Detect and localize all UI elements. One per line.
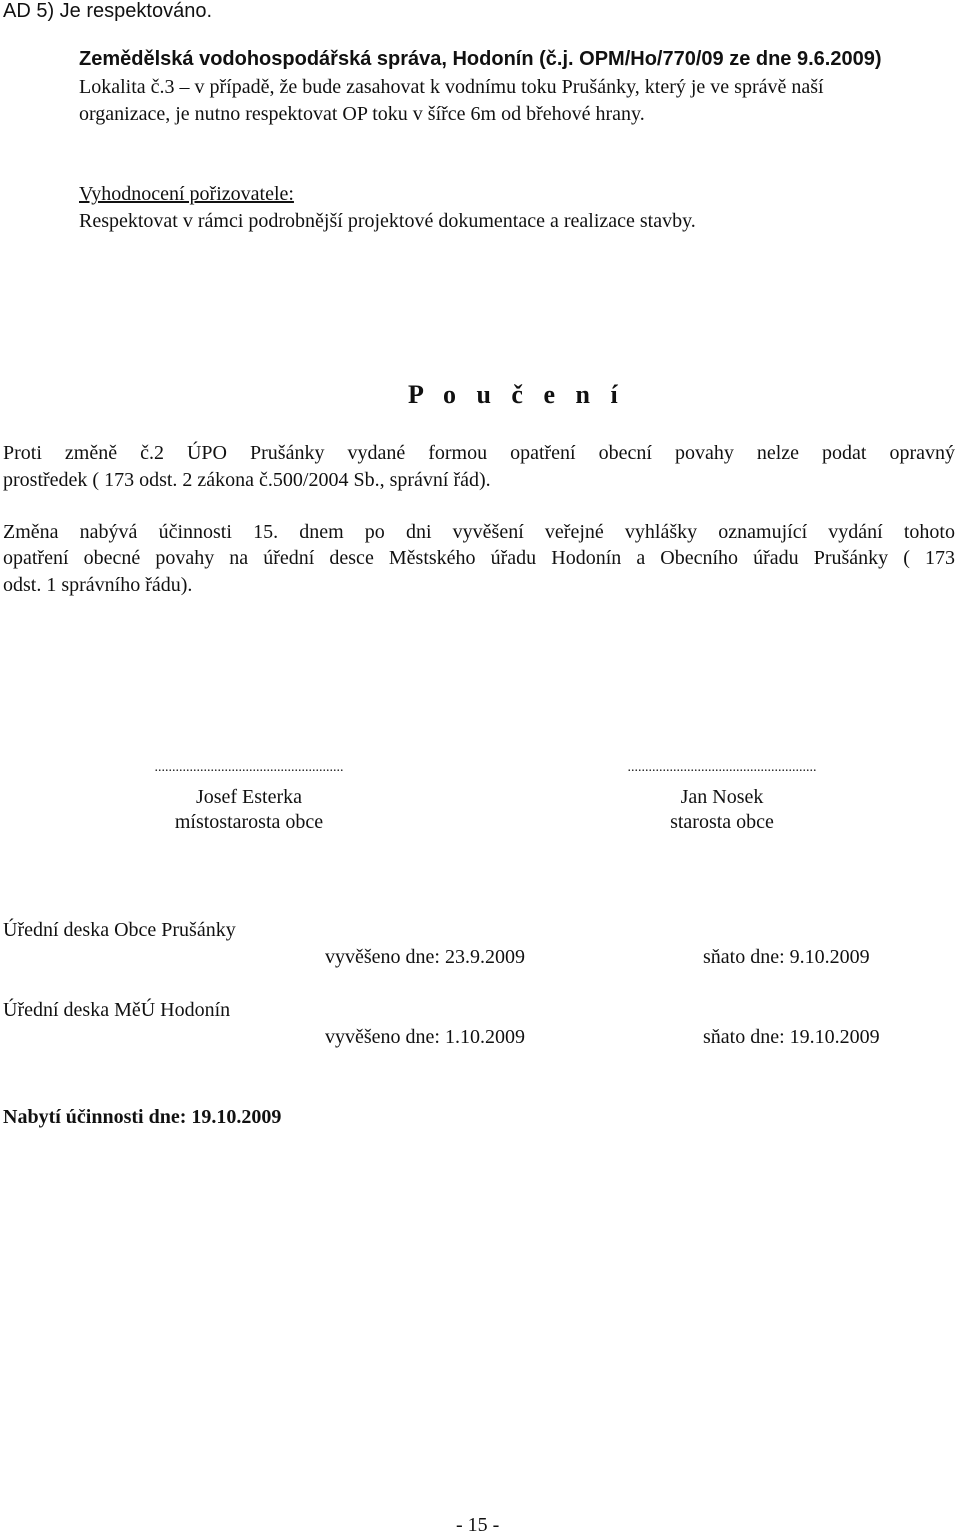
pouceni-p1-line-2: prostředek ( 173 odst. 2 zákona č.500/2004 Sb., správní řád). — [3, 469, 491, 491]
signer-role: starosta obce — [670, 811, 774, 833]
pouceni-p1-line-1: Proti změně č.2 ÚPO Prušánky vydané formou opatření obecní povahy nelze podat opravný — [3, 442, 955, 464]
evaluation-text: Respektovat v rámci podrobnější projektové dokumentace a realizace stavby. — [79, 210, 696, 232]
signature-line-dots: ...................................................... — [154, 760, 344, 775]
evaluation-label: Vyhodnocení pořizovatele: — [79, 183, 294, 205]
signer-role: místostarosta obce — [174, 811, 324, 833]
zvhs-heading: Zemědělská vodohospodářská správa, Hodonín (č.j. OPM/Ho/770/09 ze dne 9.6.2009) — [79, 48, 882, 70]
signer-name: Jan Nosek — [680, 786, 764, 808]
pouceni-p2-line-1: Změna nabývá účinnosti 15. dnem po dni vyvěšení veřejné vyhlášky oznamující vydání tohoto — [3, 521, 955, 543]
pouceni-title: P o u č e n í — [408, 380, 625, 409]
signature-right — [622, 760, 822, 834]
ad5-line: AD 5) Je respektováno. — [3, 0, 212, 22]
board-1-posted: vyvěšeno dne: 23.9.2009 — [325, 946, 525, 968]
board-2-label: Úřední deska MěÚ Hodonín — [3, 999, 231, 1021]
signer-name: Josef Esterka — [195, 786, 303, 808]
board-1-label: Úřední deska Obce Prušánky — [3, 919, 236, 941]
board-2-posted: vyvěšeno dne: 1.10.2009 — [325, 1026, 525, 1048]
board-2-removed: sňato dne: 19.10.2009 — [703, 1026, 880, 1048]
page-number: - 15 - — [456, 1514, 500, 1536]
board-1-removed: sňato dne: 9.10.2009 — [703, 946, 870, 968]
signature-line-dots: ...................................................... — [627, 760, 817, 775]
signature-left — [149, 760, 349, 834]
zvhs-text-line-1: Lokalita č.3 – v případě, že bude zasahovat k vodnímu toku Prušánky, který je ve správě naší — [79, 76, 824, 98]
effective-date: Nabytí účinnosti dne: 19.10.2009 — [3, 1106, 282, 1128]
zvhs-text-line-2: organizace, je nutno respektovat OP toku v šířce 6m od břehové hrany. — [79, 103, 645, 125]
pouceni-p2-line-3: odst. 1 správního řádu). — [3, 574, 193, 596]
pouceni-p2-line-2: opatření obecné povahy na úřední desce Městského úřadu Hodonín a Obecního úřadu Prušánky ( 173 — [3, 547, 955, 569]
